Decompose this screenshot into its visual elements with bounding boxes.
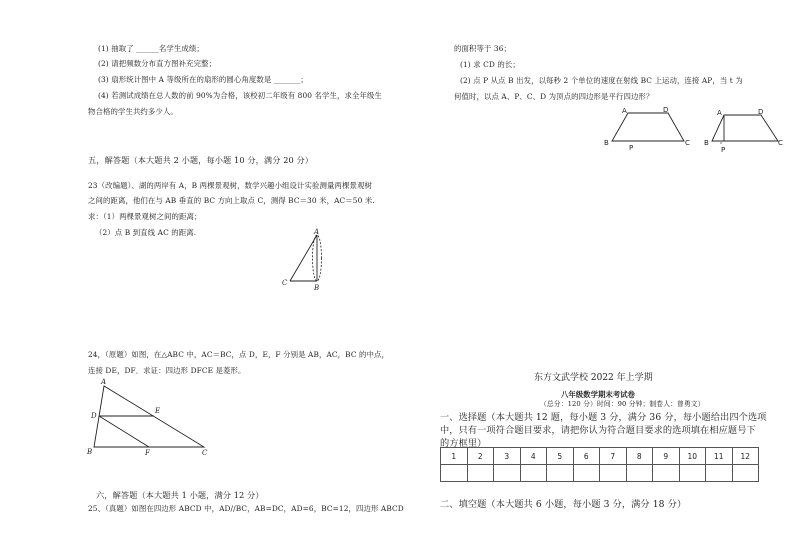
answer-number: 9: [653, 448, 680, 465]
label-d: D: [663, 106, 669, 114]
q23-line-2: 之间的距离，他们在与 AB 垂直的 BC 方向上取点 C，测得 BC＝30 米，AC＝50 米.: [88, 196, 375, 205]
answer-box[interactable]: [520, 465, 547, 482]
label-c: C: [685, 139, 690, 147]
label-c: C: [202, 449, 208, 457]
label-d: D: [91, 412, 97, 420]
answer-number: 8: [626, 448, 653, 465]
answer-box[interactable]: [573, 465, 600, 482]
answer-number: 2: [467, 448, 494, 465]
question-part-3: (3) 扇形统计图中 A 等级所在的扇形的圆心角度数是 _______；: [98, 75, 308, 84]
q25-cont-3: (2) 点 P 从点 B 出发，以每秒 2 个单位的速度在射线 BC 上运动，连接 AP，当 t 为: [460, 76, 743, 85]
q23-line-1: 23（改编题）、湖的两岸有 A，B 两棵景观树，数学兴趣小组设计实验测量两棵景观树: [88, 181, 372, 190]
answer-number: 11: [706, 448, 733, 465]
question-part-4: (4) 若测试成绩在总人数的前 90%为合格，该校初二年级有 800 名学生，求全年级生: [98, 91, 382, 100]
answer-box[interactable]: [441, 465, 468, 482]
answer-box[interactable]: [547, 465, 574, 482]
answer-box[interactable]: [732, 465, 759, 482]
q25-cont-1: 的面积等于 36；: [454, 44, 511, 53]
exam-title: 八年级数学期末考试卷: [561, 390, 635, 399]
label-d: D: [758, 108, 764, 116]
label-c: C: [778, 139, 783, 147]
label-f: F: [145, 449, 150, 457]
answer-table: [440, 447, 759, 482]
q23-line-3: 求：（1）两棵景观树之间的距离；: [88, 212, 202, 221]
answer-number: 6: [573, 448, 600, 465]
q25-line-1: 25、（真题）如图在四边形 ABCD 中，AD//BC，AB=DC，AD=6，BC=12，四边形 ABCD: [88, 504, 404, 513]
triangle-abc: [94, 386, 204, 447]
label-b: B: [87, 448, 93, 456]
answer-number: 1: [441, 448, 468, 465]
q23-line-4: （2）点 B 到直线 AC 的距离.: [95, 228, 197, 237]
answer-number-row: [441, 448, 759, 465]
q23-figure: [270, 230, 340, 300]
label-b: B: [704, 139, 709, 147]
section-1-line-1: 一、选择题（本大题共 12 题，每小题 3 分，满分 36 分，每小题给出四个选项: [440, 412, 767, 423]
answer-number: 10: [679, 448, 706, 465]
label-b: B: [314, 284, 320, 292]
section-1-line-2: 中，只有一项符合题目要求，请把你认为符合题目要求的选项填在相应题号下: [440, 425, 756, 436]
section-5-title: 五，解答题（本大题共 2 小题，每小题 10 分，满分 20 分）: [88, 155, 314, 165]
exam-info: （总分：120 分）时间：90 分钟；制卷人：曾勇文）: [540, 400, 705, 408]
answer-number: 5: [547, 448, 574, 465]
label-a: A: [717, 109, 722, 117]
label-p: P: [629, 144, 634, 152]
label-a: A: [314, 228, 320, 236]
q24-figure: [84, 378, 214, 458]
label-e: E: [155, 407, 161, 415]
q25-cont-2: (1) 求 CD 的长；: [460, 60, 520, 69]
trapezoid-abcd: [712, 115, 778, 141]
q24-line-2: 连接 DE，DF．求证：四边形 DFCE 是菱形。: [88, 366, 246, 375]
label-c: C: [282, 279, 288, 287]
label-p: P: [721, 146, 726, 154]
answer-box-row: [441, 465, 759, 482]
answer-box[interactable]: [679, 465, 706, 482]
segment-ac: [290, 235, 317, 281]
section-6-title: 六，解答题（本大题共 1 小题，满分 12 分）: [96, 490, 264, 500]
answer-box[interactable]: [653, 465, 680, 482]
q24-line-1: 24，（原题）如图，在△ABC 中，AC＝BC，点 D，E，F 分别是 AB，AC，BC 的中点，: [88, 350, 390, 359]
label-a: A: [101, 378, 107, 386]
trapezoid-abcd: [612, 113, 684, 141]
question-part-2: (2) 请把频数分布直方图补充完整；: [98, 59, 217, 68]
q25-figure-2: [706, 103, 794, 155]
school-title: 东方文武学校 2022 年上学期: [534, 373, 653, 383]
answer-box[interactable]: [494, 465, 521, 482]
answer-number: 3: [494, 448, 521, 465]
label-b: B: [604, 139, 609, 147]
label-a: A: [622, 107, 627, 115]
answer-number: 12: [732, 448, 759, 465]
answer-box[interactable]: [706, 465, 733, 482]
q25-figure-1: [600, 103, 695, 153]
answer-number: 7: [600, 448, 627, 465]
section-1-line-3: 的方框里）: [440, 438, 487, 449]
question-part-4-cont: 物合格的学生共约多少人。: [88, 107, 178, 116]
question-part-1: (1) 抽取了 ______名学生成绩；: [98, 44, 204, 53]
section-2-title: 二、填空题（本大题共 6 小题，每小题 3 分，满分 18 分）: [440, 499, 687, 510]
q25-cont-4: 何值时，以点 A、P、C、D 为顶点的四边形是平行四边形？: [454, 92, 654, 101]
segment-df: [99, 416, 149, 447]
answer-number: 4: [520, 448, 547, 465]
answer-box[interactable]: [600, 465, 627, 482]
answer-box[interactable]: [467, 465, 494, 482]
answer-box[interactable]: [626, 465, 653, 482]
